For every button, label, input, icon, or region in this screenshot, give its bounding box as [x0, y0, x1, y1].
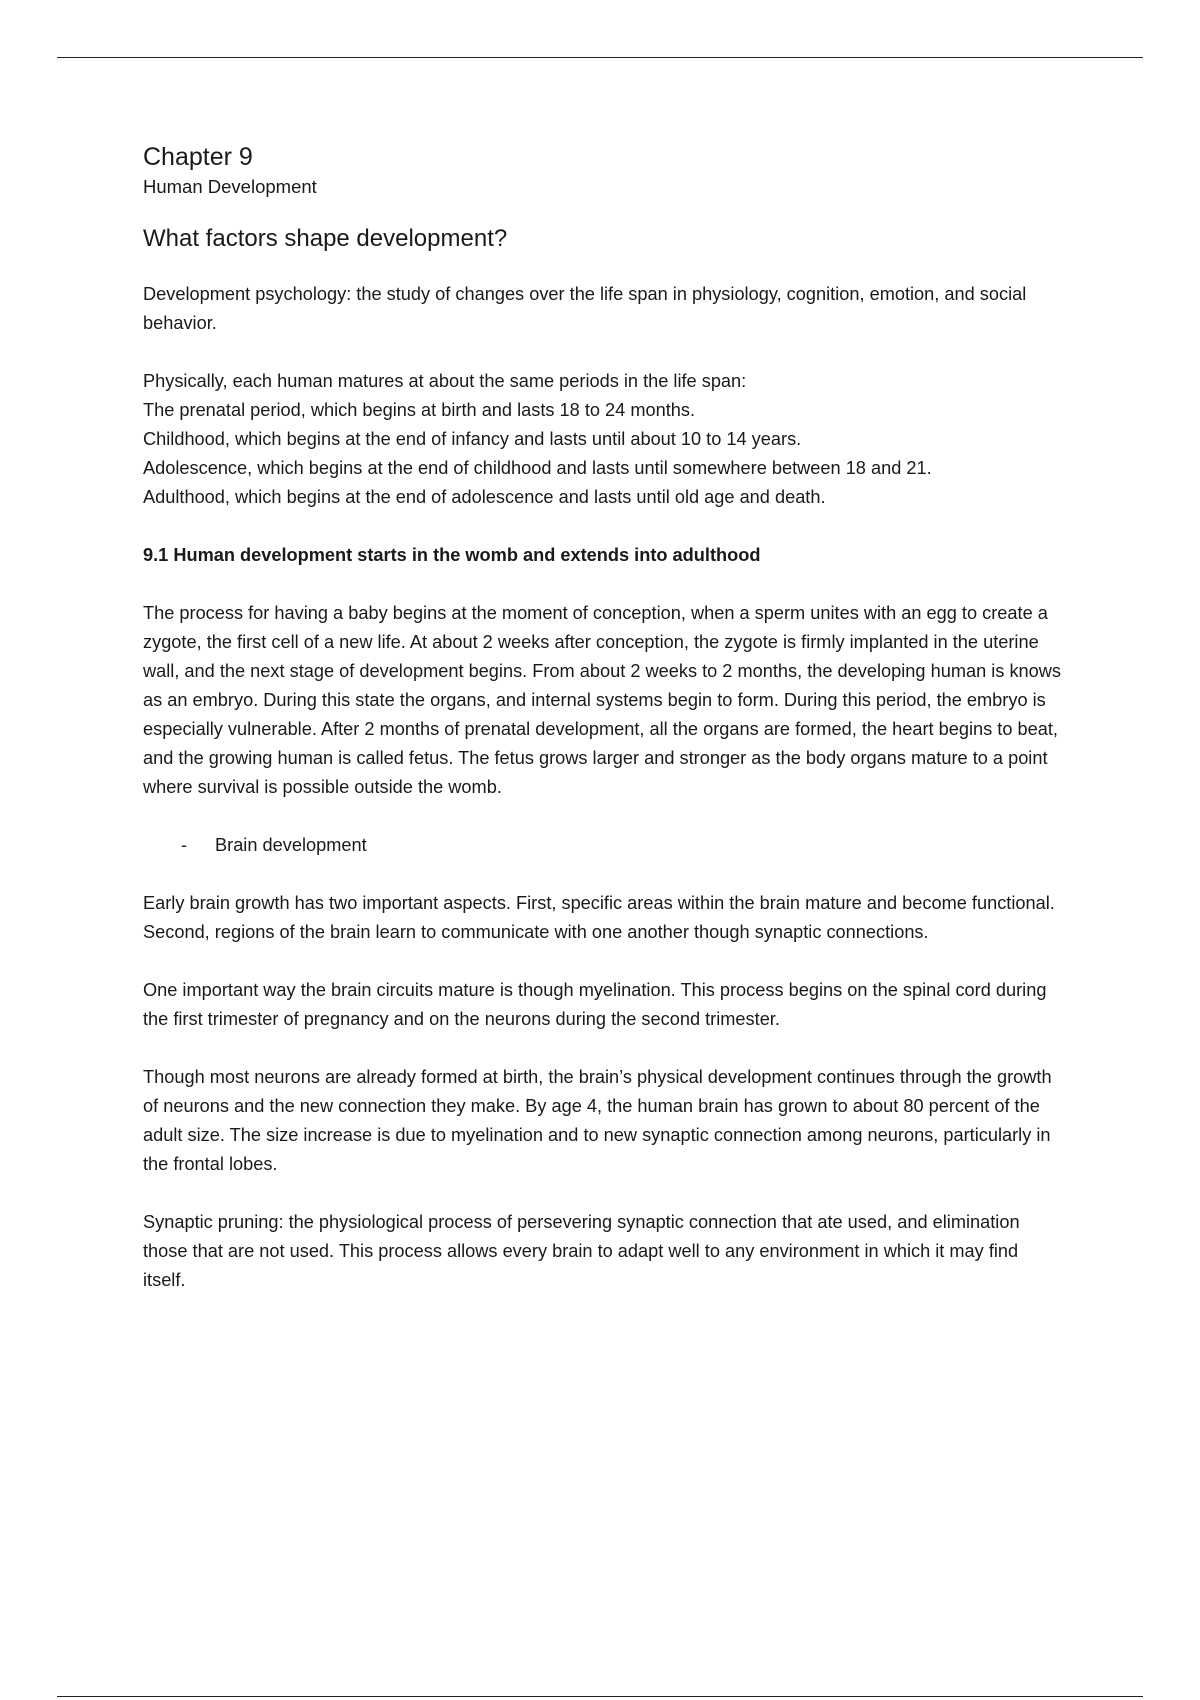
document-page [143, 140, 1063, 1324]
bottom-rule [57, 1696, 1143, 1697]
paragraph-definition: Development psychology: the study of changes over the life span in physiology, cognition, emotion, and social behavior. [143, 284, 1027, 333]
paragraph-brain-growth: Early brain growth has two important aspects. First, specific areas within the brain mature and become functional. Second, regions of the brain learn to communicate with one another though synaptic connections. [143, 893, 1055, 942]
paragraph-synaptic-pruning: Synaptic pruning: the physiological process of persevering synaptic connection that ate used, and elimination those that are not used. This process allows every brain to adapt well to any environment in which it may find itself. [143, 1212, 1020, 1290]
bullet-marker: - [181, 835, 188, 855]
period-line-adulthood: Adulthood, which begins at the end of adolescence and lasts until old age and death. [143, 487, 826, 507]
paragraph-conception: The process for having a baby begins at the moment of conception, when a sperm unites with an egg to create a zygote, the first cell of a new life. At about 2 weeks after conception, the zygote is firmly implanted in the uterine wall, and the next stage of development begins. From about 2 weeks to 2 months, the developing human is knows as an embryo. During this state the organs, and internal systems begin to form. During this period, the embryo is especially vulnerable. After 2 months of prenatal development, all the organs are formed, the heart begins to beat, and the growing human is called fetus. The fetus grows larger and stronger as the body organs mature to a point where survival is possible outside the womb. [143, 603, 1061, 797]
bullet-item-brain-development [143, 831, 1063, 860]
paragraph-life-periods [143, 367, 1063, 512]
period-line-childhood: Childhood, which begins at the end of infancy and lasts until about 10 to 14 years. [143, 429, 802, 449]
paragraph-neurons: Though most neurons are already formed at birth, the brain’s physical development continues through the growth of neurons and the new connection they make. By age 4, the human brain has grown to about 80 percent of the adult size. The size increase is due to myelination and to new synaptic connection among neurons, particularly in the frontal lobes. [143, 1067, 1052, 1174]
chapter-subtitle: Human Development [143, 176, 317, 197]
period-line-adolescence: Adolescence, which begins at the end of childhood and lasts until somewhere between 18 and 21. [143, 458, 932, 478]
period-line-prenatal: The prenatal period, which begins at birth and lasts 18 to 24 months. [143, 400, 696, 420]
section-heading: What factors shape development? [143, 225, 508, 252]
bullet-label: Brain development [215, 835, 367, 855]
subsection-heading: 9.1 Human development starts in the womb and extends into adulthood [143, 545, 761, 565]
periods-intro: Physically, each human matures at about the same periods in the life span: [143, 371, 747, 391]
chapter-title: Chapter 9 [143, 143, 253, 171]
top-rule [57, 57, 1143, 58]
paragraph-myelination: One important way the brain circuits mature is though myelination. This process begins on the spinal cord during the first trimester of pregnancy and on the neurons during the second trimester. [143, 980, 1047, 1029]
